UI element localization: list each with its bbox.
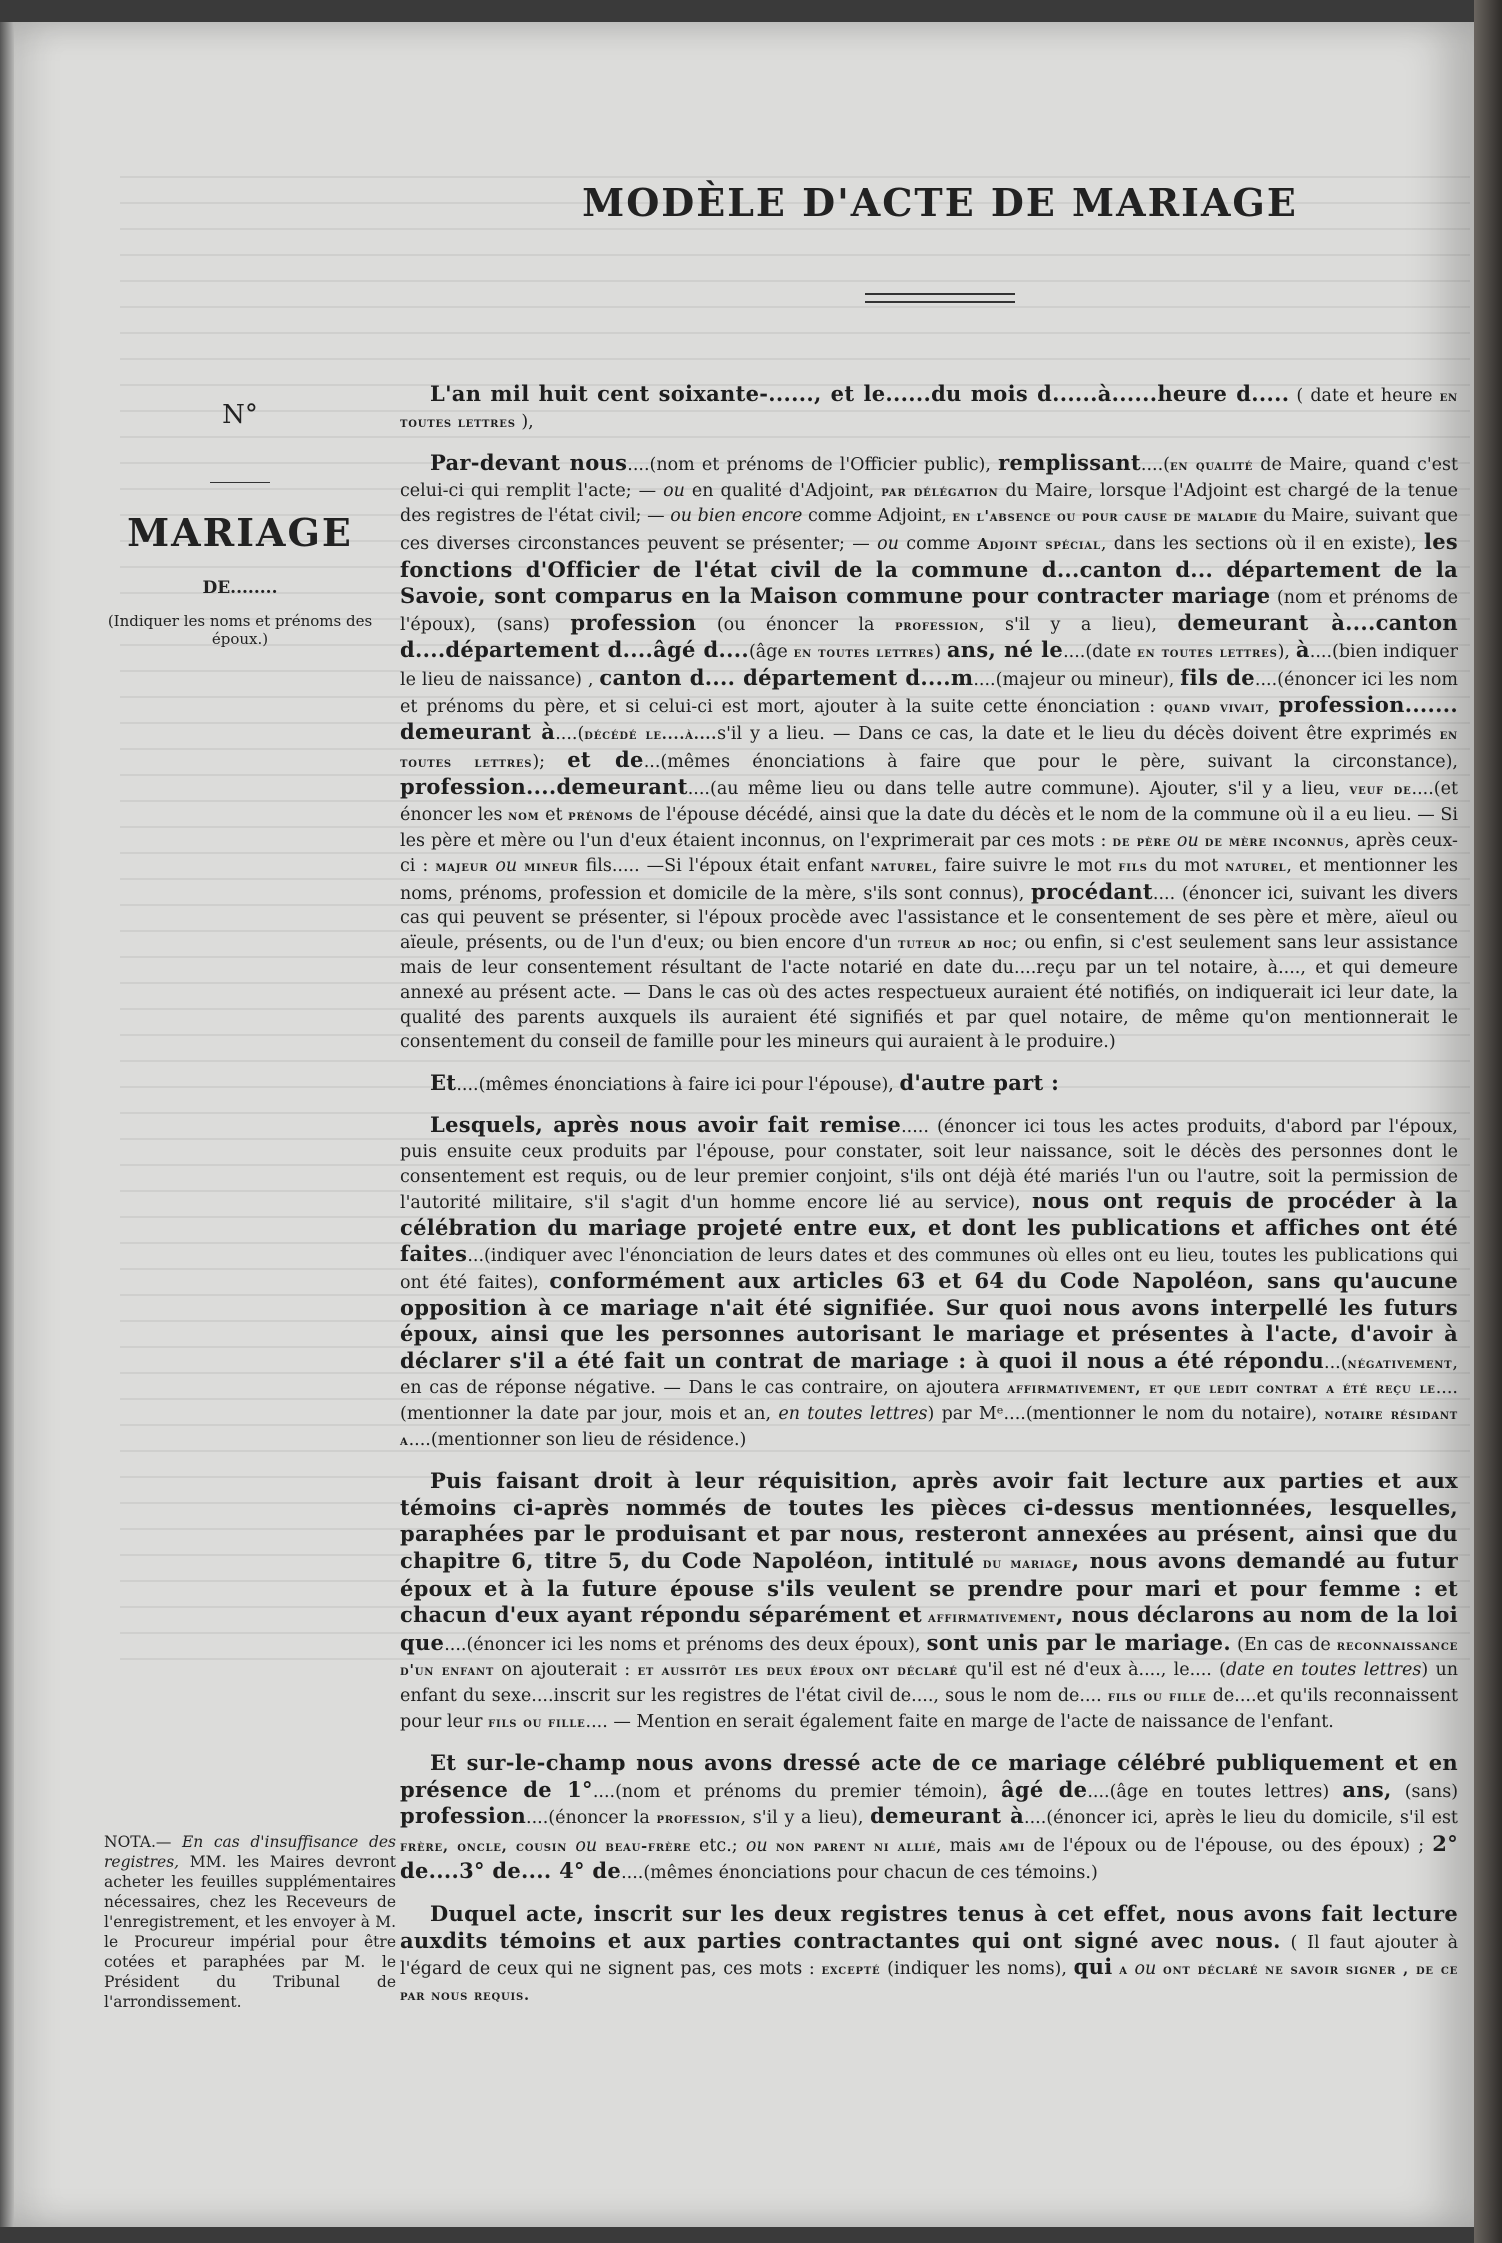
body-text: , <box>1264 696 1279 717</box>
italic-text: ou <box>495 856 518 877</box>
bold-text: fils de <box>1180 664 1255 690</box>
small-caps-text: quand vivait <box>1164 698 1265 716</box>
bold-text: ans, <box>1342 1776 1392 1802</box>
italic-text: date en toutes lettres <box>1225 1660 1422 1681</box>
small-caps-text: fils ou fille <box>1107 1687 1207 1705</box>
act-paragraph <box>400 1469 1458 1735</box>
small-caps-text: non parent ni allié <box>775 1837 936 1855</box>
body-text: (ou énoncer la <box>696 614 895 635</box>
small-caps-text: profession <box>656 1810 741 1828</box>
body-text: (sans) <box>1391 1781 1459 1802</box>
body-text: , s'il y a lieu), <box>740 1808 871 1829</box>
body-text: de Maire, quand c'est celui-ci qui remplit l'acte; — <box>400 455 1459 501</box>
body-text: ....(âge en toutes lettres) <box>1087 1781 1343 1802</box>
bold-text: profession....... demeurant à <box>400 691 1458 745</box>
small-caps-text: affirmativement, et que ledit contrat a été reçu le <box>1007 1380 1436 1398</box>
bold-text: les fonctions d'Officier de l'état civil de la commune d...canton d... département de la Savoie, sont comparus en la Maison commune pour contracter mariage <box>400 528 1458 609</box>
body-text: en qualité d'Adjoint, <box>684 480 882 501</box>
small-caps-text: par délégation <box>881 482 999 500</box>
body-text: ); <box>532 751 568 772</box>
body-text: , dans les sections où il en existe), <box>1100 533 1424 554</box>
italic-text: ou <box>877 533 899 554</box>
bold-text: canton d.... département d....m <box>599 664 974 690</box>
small-caps-text: en toutes lettres <box>1137 644 1278 662</box>
small-caps-text: en toutes lettres <box>793 644 935 662</box>
body-text: ), <box>515 411 534 432</box>
body-text: du mot <box>1147 856 1226 877</box>
body-text: comme <box>898 533 978 554</box>
body-text: ....(énoncer ici les nom et prénoms du père, et si celui-ci est mort, ajouter à la suite cette énonciation : <box>400 669 1458 717</box>
small-caps-text: majeur <box>435 858 489 876</box>
body-text: ( Il faut ajouter à l'égard de ceux qui ne signent pas, ces mots : <box>400 1932 1459 1980</box>
body-text: ....(énoncer ici, après le lieu du domicile, s'il est <box>1024 1808 1458 1829</box>
bold-text: et de <box>567 746 644 772</box>
act-paragraph <box>400 1071 1458 1098</box>
bold-text: âgé de <box>1000 1776 1088 1802</box>
body-text <box>1156 1959 1163 1979</box>
margin-mariage-heading: MARIAGE <box>127 510 353 555</box>
body-text: ...(mêmes énonciations à faire que pour le père, suivant la circonstance), <box>643 751 1458 772</box>
italic-text: ou <box>663 480 685 501</box>
act-paragraph <box>400 382 1458 435</box>
nota-italic: En cas d'insuffisance des registres, <box>104 1833 396 1871</box>
body-text: ....(mentionner la date par jour, mois et an, <box>400 1378 1458 1424</box>
body-text: et <box>539 804 569 825</box>
small-caps-text: en l'absence ou pour cause de maladie <box>952 508 1258 526</box>
small-caps-text: beau-frère <box>605 1837 691 1855</box>
small-caps-text: de mère inconnus <box>1204 832 1345 850</box>
bold-text: remplissant <box>998 450 1141 476</box>
body-text: de l'époux ou de l'épouse, ou des époux) ; <box>1025 1835 1433 1856</box>
small-caps-text: frère, oncle, cousin <box>400 1837 568 1855</box>
body-text: ; ou enfin, si c'est seulement sans leur assistance mais de leur consentement résultant de l'acte notarié en date du....reçu par un tel notaire, à...., et qui demeure annexé au présent acte. — Dans le cas où des actes respectueux auraient été notifiés, on indiquerait ici leur date, la qualité des parents auxquels ils auraient été signifiés et par quel notaire, de même qu'on mentionnerait le consentement du conseil de famille pour les mineurs qui auraient à le produire.) <box>400 932 1458 1053</box>
margin-de-line: DE........ <box>202 578 278 598</box>
body-text: (âge <box>748 642 794 663</box>
bold-text: conformément aux articles 63 et 64 du Code Napoléon, sans qu'aucune opposition à ce mariage n'ait été signifiée. Sur quoi nous avons interpellé les futurs époux, ainsi que les personnes autorisant le mariage et présentes à l'acte, d'avoir à déclarer s'il a été fait un contrat de mariage : à quoi il nous a été répondu <box>400 1268 1458 1373</box>
body-text: ....(mêmes énonciations pour chacun de ces témoins.) <box>621 1863 1098 1884</box>
body-text: ...(indiquer avec l'énonciation de leurs dates et des communes où elles ont eu lieu, toutes les publications qui ont été faites), <box>400 1246 1458 1293</box>
act-paragraph <box>400 1113 1458 1453</box>
small-caps-text: du mariage <box>982 1554 1072 1572</box>
bold-text: Par-devant nous <box>430 450 628 476</box>
small-caps-text: veuf de <box>1349 781 1412 799</box>
book-right-edge <box>1474 0 1502 2243</box>
small-caps-text: fils <box>1118 858 1148 876</box>
small-caps-text: en qualité <box>1170 457 1254 475</box>
margin-instruction: (Indiquer les noms et prénoms des époux.) <box>107 612 373 648</box>
small-caps-text: décédé le....à.... <box>584 726 718 744</box>
small-caps-text: et aussitôt les deux époux ont déclaré <box>637 1662 958 1680</box>
body-text: qu'il est né d'eux à...., le.... ( <box>957 1660 1226 1681</box>
bold-text: 2° de....3° de.... 4° de <box>400 1830 1458 1884</box>
body-text: ....( <box>555 724 585 745</box>
small-caps-text: naturel <box>1225 858 1287 876</box>
bold-text: profession....demeurant <box>400 774 688 800</box>
body-text: , et mentionner les noms, prénoms, profession et domicile de la mère, s'ils sont connus), <box>400 856 1458 904</box>
bold-text: L'an mil huit cent soixante-......, et le......du mois d......à......heure d..... <box>430 381 1290 406</box>
small-caps-text: tuteur ad hoc <box>897 934 1012 952</box>
small-caps-text: profession <box>894 616 979 634</box>
body-text: ....(nom et prénoms du premier témoin), <box>592 1781 1001 1802</box>
bold-text: , nous avons demandé au futur époux et à la future épouse s'ils veulent se prendre pour mari et pour femme : et chacun d'eux ayant répondu séparément et <box>400 1547 1458 1628</box>
book-spine-edge <box>0 22 14 2227</box>
body-text: du Maire, lorsque l'Adjoint est chargé de la tenue des registres de l'état civil; — <box>400 480 1458 527</box>
bold-text: d'autre part : <box>899 1069 1060 1095</box>
act-paragraph <box>400 1751 1458 1886</box>
bold-text: à <box>1295 637 1310 663</box>
italic-text: ou <box>1176 830 1199 851</box>
body-text: ....(au même lieu ou dans telle autre commune). Ajouter, s'il y a lieu, <box>687 779 1350 800</box>
small-caps-text: mineur <box>524 858 579 876</box>
body-text: ....( <box>1140 455 1170 476</box>
body-text: , en cas de réponse négative. — Dans le cas contraire, on ajoutera <box>400 1352 1458 1399</box>
bold-text: , nous déclarons au nom de la loi que <box>400 1602 1458 1655</box>
small-caps-text: négativement <box>1347 1354 1453 1372</box>
small-caps-text: a <box>1119 1961 1128 1979</box>
body-text <box>974 1553 982 1573</box>
small-caps-text: de père <box>1112 832 1171 850</box>
body-text: de l'épouse décédé, ainsi que la date du décès et le nom de la commune où il a eu lieu. — Si les père et mère ou l'un d'eux étaient inconnus, on l'exprimerait par ces mots : <box>400 804 1458 851</box>
italic-text: ou <box>745 1835 768 1856</box>
body-text: .... (énoncer ici, suivant les divers cas qui peuvent se présenter, si l'époux procède avec l'assistance et le consentement de ses père et mère, aïeul ou aïeule, présents, ou de l'un d'eux; ou bien encore d'un <box>400 883 1459 953</box>
body-text: ( date et heure <box>1289 386 1440 406</box>
body-text: etc.; <box>690 1835 746 1856</box>
body-text: comme Adjoint, <box>802 506 953 527</box>
small-caps-text: excepté <box>821 1961 881 1979</box>
italic-text: ou bien encore <box>670 506 803 527</box>
document-title: MODÈLE D'ACTE DE MARIAGE <box>582 180 1298 225</box>
small-caps-text: nom <box>508 806 540 824</box>
body-text: ....(et énoncer les <box>400 779 1458 825</box>
small-caps-text: en toutes lettres <box>400 388 1458 431</box>
bold-text: sont unis par le mariage. <box>926 1629 1231 1655</box>
body-text: on ajouterait : <box>494 1660 638 1681</box>
body-text: (indiquer les noms), <box>880 1959 1074 1980</box>
body-text: ....(date <box>1063 642 1138 663</box>
bold-text: Duquel acte, inscrit sur les deux registres tenus à cet effet, nous avons fait lecture auxdits témoins et aux parties contractantes qui ont signé avec nous. <box>400 1901 1458 1953</box>
body-text: ....(bien indiquer le lieu de naissance) , <box>400 642 1459 690</box>
small-caps-text: en toutes lettres <box>400 726 1458 771</box>
body-text: ) <box>934 642 947 663</box>
body-text: , mais <box>935 1835 1000 1856</box>
body-text: ....(énoncer ici les noms et prénoms des deux époux), <box>444 1634 927 1655</box>
body-text: , faire suivre le mot <box>931 856 1119 877</box>
body-text: ), <box>1277 642 1296 663</box>
small-caps-text: prénoms <box>568 806 634 824</box>
margin-divider <box>90 468 390 487</box>
italic-text: en toutes lettres <box>778 1403 928 1424</box>
act-body <box>400 382 1458 2024</box>
small-caps-text: Adjoint spécial <box>977 535 1101 553</box>
body-text: ..... (énoncer ici tous les actes produits, d'abord par l'époux, puis ensuite ceux produits par l'épouse, pour constater, soit leur naissance, soit le décès des personnes dont le consentement est requis, ou de leur premier conjoint, s'ils ont déjà été mariés l'un ou l'autre, soit la permission de l'autorité militaire, s'il s'agit d'un homme encore lié au service), <box>400 1117 1458 1214</box>
small-caps-text: reconnaissance d'un enfant <box>400 1636 1459 1680</box>
italic-text: ou <box>1134 1959 1157 1980</box>
bold-text: Lesquels, après nous avoir fait remise <box>430 1112 902 1138</box>
nota-label: NOTA.— <box>104 1833 172 1851</box>
nota-note <box>104 1832 396 2012</box>
body-text: (En cas de <box>1230 1634 1337 1655</box>
nota-text: MM. les Maires devront acheter les feuilles supplémentaires nécessaires, chez les Receveurs de l'enregistrement, et les envoyer à M. le Procureur impérial pour être cotées et paraphées par M. le Président du Tribunal de l'arrondissement. <box>104 1853 396 2011</box>
bold-text: profession <box>400 1803 527 1829</box>
small-caps-text: ont déclaré ne savoir signer , de ce par nous requis. <box>400 1961 1458 2004</box>
margin-number-label: N° <box>222 400 258 430</box>
bold-text: Puis faisant droit à leur réquisition, après avoir fait lecture aux parties et aux témoins ci-après nommés de toutes les pièces ci-dessus mentionnées, lesquelles, paraphées par le produisant et par nous, resteront annexées au présent, ainsi que du chapitre 6, titre 5, du Code Napoléon, intitulé <box>400 1468 1458 1573</box>
body-text: ) par Mᵉ....(mentionner le nom du notaire), <box>927 1403 1325 1424</box>
bold-text: profession <box>570 609 697 635</box>
bold-text: demeurant à <box>870 1803 1024 1829</box>
small-caps-text: naturel <box>870 858 932 876</box>
small-caps-text: notaire résidant a <box>400 1405 1459 1449</box>
body-text: ....(nom et prénoms de l'Officier public), <box>627 455 999 476</box>
body-text: .... — Mention en serait également faite en marge de l'acte de naissance de l'enfant. <box>585 1711 1334 1732</box>
small-caps-text: fils ou fille <box>488 1713 586 1731</box>
title-ornament-rule <box>865 293 1015 303</box>
body-text: , s'il y a lieu), <box>978 614 1178 635</box>
body-text: ....(majeur ou mineur), <box>973 669 1181 690</box>
bold-text: nous ont requis de procéder à la célébration du mariage projeté entre eux, et dont les publications et affiches ont été faites <box>400 1188 1458 1267</box>
bold-text: Et sur-le-champ nous avons dressé acte de ce mariage célébré publiquement et en présence de 1° <box>400 1750 1458 1802</box>
body-text: ) un enfant du sexe....inscrit sur les registres de l'état civil de...., sous le nom de.... <box>400 1660 1458 1706</box>
body-text <box>768 1836 776 1856</box>
small-caps-text: ami <box>999 1837 1026 1855</box>
bold-text: procédant <box>1031 878 1153 904</box>
bold-text: Et <box>430 1069 457 1095</box>
body-text: s'il y a lieu. — Dans ce cas, la date et le lieu du décès doivent être exprimés <box>717 724 1440 745</box>
bold-text: demeurant à....canton d....département d....âgé d.... <box>400 609 1459 663</box>
body-text: , après ceux-ci : <box>400 830 1458 877</box>
body-text: ....(mêmes énonciations à faire ici pour l'épouse), <box>456 1074 900 1095</box>
body-text: ....(énoncer la <box>526 1808 657 1829</box>
act-paragraph <box>400 1902 1458 2008</box>
body-text: fils..... —Si l'époux était enfant <box>578 856 871 877</box>
body-text: ....(mentionner son lieu de résidence.) <box>408 1429 747 1450</box>
bold-text: qui <box>1073 1954 1113 1980</box>
body-text: ...( <box>1324 1352 1348 1373</box>
italic-text: ou <box>575 1835 598 1856</box>
bold-text: ans, né le <box>946 637 1064 663</box>
act-paragraph <box>400 451 1458 1055</box>
body-text: (nom et prénoms de l'époux), (sans) <box>400 588 1458 635</box>
small-caps-text: affirmativement <box>927 1609 1056 1627</box>
body-text: du Maire, suivant que ces diverses circonstances peuvent se présenter; — <box>400 506 1458 554</box>
body-text: de....et qu'ils reconnaissent pour leur <box>400 1685 1458 1732</box>
